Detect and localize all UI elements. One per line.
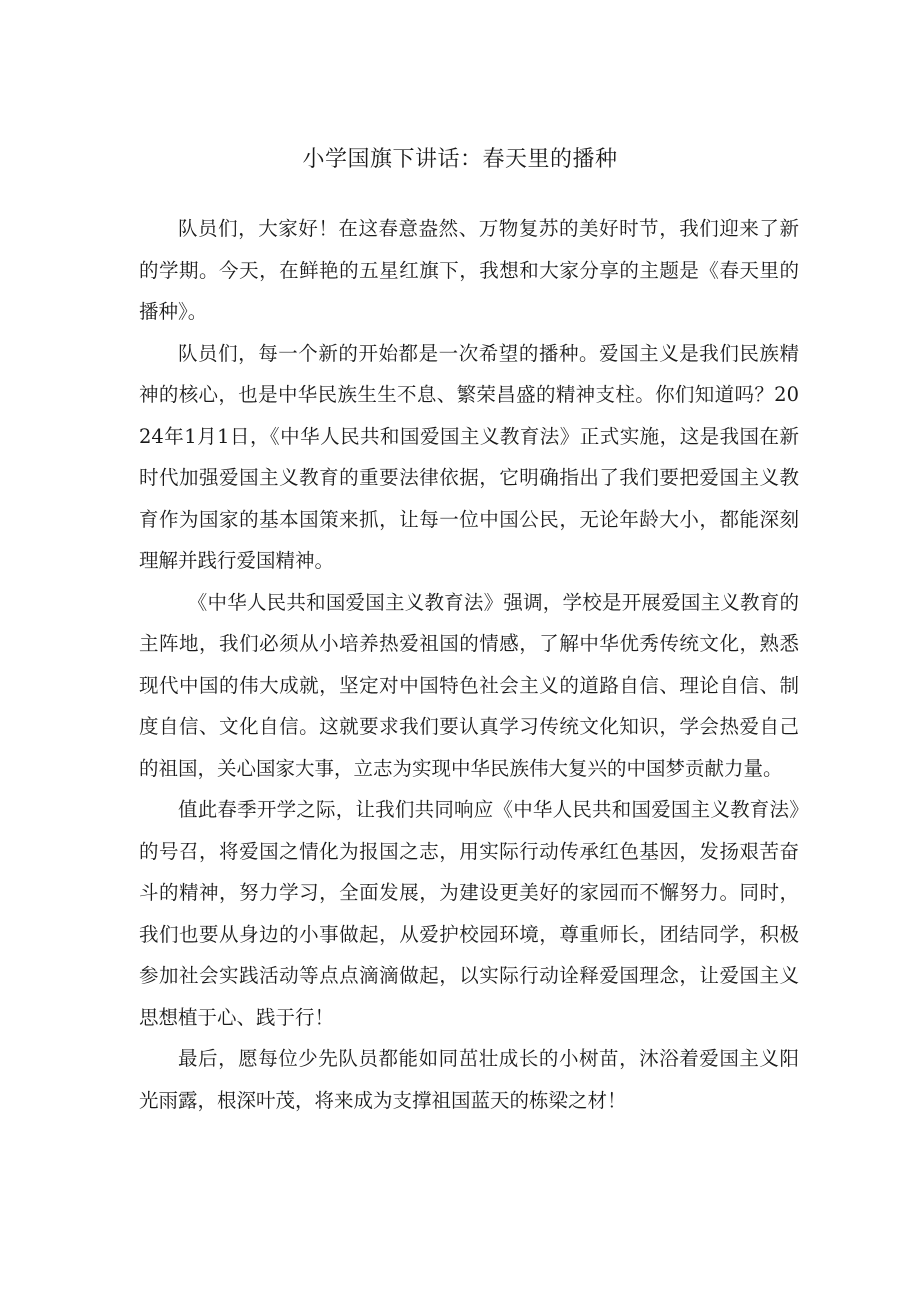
paragraph-greeting: 队员们，大家好！在这春意盎然、万物复苏的美好时节，我们迎来了新的学期。今天，在鲜艳的五星红旗下，我想和大家分享的主题是《春天里的播种》。 <box>139 217 799 323</box>
paragraph-patriotism-law: 队员们，每一个新的开始都是一次希望的播种。爱国主义是我们民族精神的核心，也是中华民族生生不息、繁荣昌盛的精神支柱。你们知道吗？2024年1月1日，《中华人民共和国爱国主义教育法》正式实施，这是我国在新时代加强爱国主义教育的重要法律依据，它明确指出了我们要把爱国主义教育作为国家的基本国策来抓，让每一位中国公民，无论年龄大小，都能深刻理解并践行爱国精神。 <box>139 341 799 572</box>
paragraph-call-to-action: 值此春季开学之际，让我们共同响应《中华人民共和国爱国主义教育法》的号召，将爱国之情化为报国之志，用实际行动传承红色基因，发扬艰苦奋斗的精神，努力学习，全面发展，为建设更美好的家园而不懈努力。同时，我们也要从身边的小事做起，从爱护校园环境，尊重师长，团结同学，积极参加社会实践活动等点点滴滴做起，以实际行动诠释爱国理念，让爱国主义思想植于心、践于行！ <box>139 798 799 1029</box>
document-body <box>139 208 799 1121</box>
paragraph-school-role: 《中华人民共和国爱国主义教育法》强调，学校是开展爱国主义教育的主阵地，我们必须从小培养热爱祖国的情感，了解中华优秀传统文化，熟悉现代中国的伟大成就，坚定对中国特色社会主义的道路自信、理论自信、制度自信、文化自信。这就要求我们要认真学习传统文化知识，学会热爱自己的祖国，关心国家大事，立志为实现中华民族伟大复兴的中国梦贡献力量。 <box>139 590 799 780</box>
document-title: 小学国旗下讲话：春天里的播种 <box>302 147 618 172</box>
paragraph-closing: 最后，愿每位少先队员都能如同茁壮成长的小树苗，沐浴着爱国主义阳光雨露，根深叶茂，将来成为支撑祖国蓝天的栋梁之材！ <box>139 1047 799 1112</box>
